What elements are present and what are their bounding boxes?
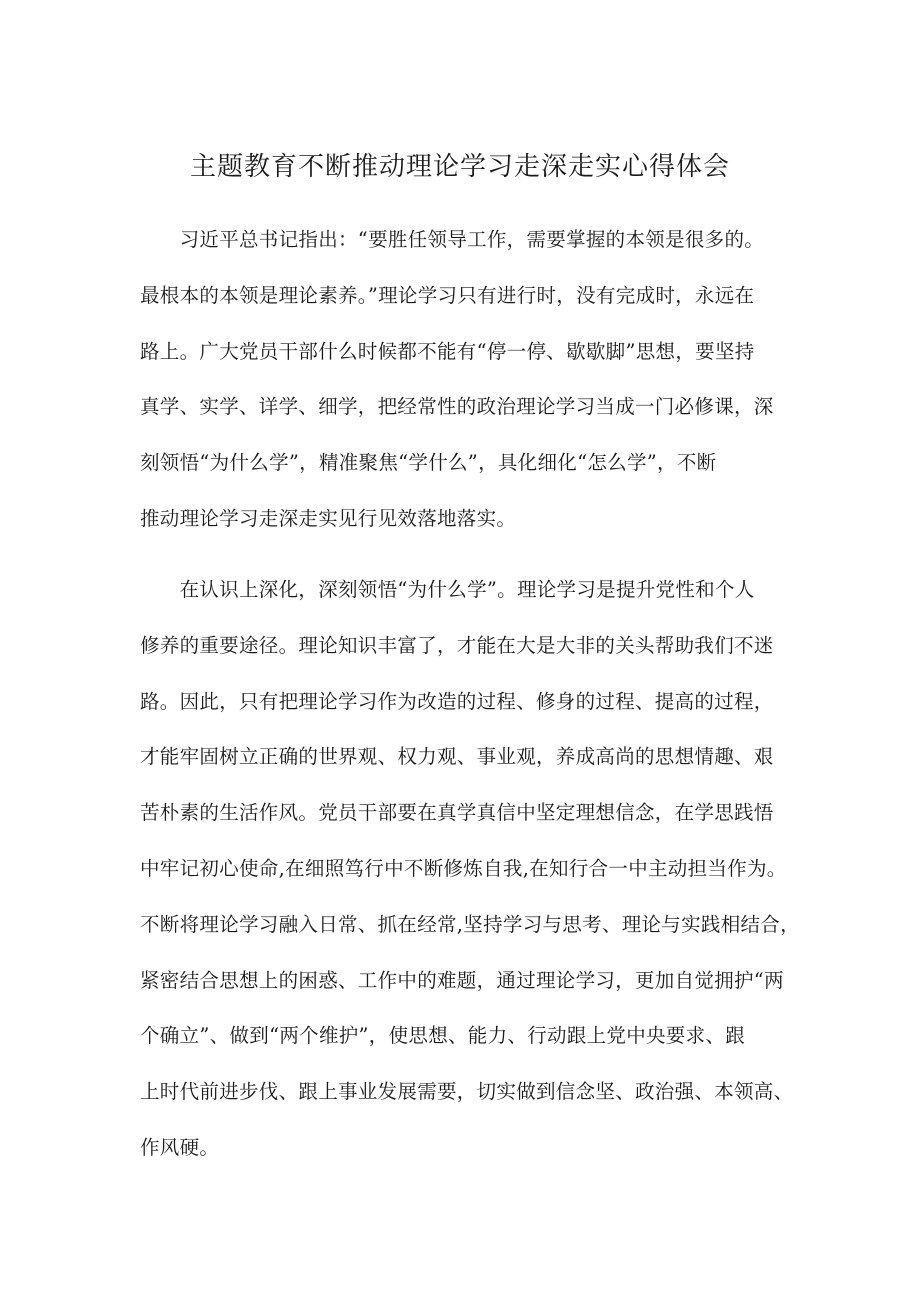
- paragraph-line: 推动理论学习走深走实见行见效落地落实。: [140, 506, 517, 530]
- paragraph-line: 才能牢固树立正确的世界观、权力观、事业观，养成高尚的思想情趣、艰: [140, 745, 774, 769]
- paragraph-line: 真学、实学、详学、细学，把经常性的政治理论学习当成一门必修课，深: [140, 395, 774, 419]
- paragraph-2: [140, 562, 800, 1176]
- paragraph-line: 上时代前进步伐、跟上事业发展需要，切实做到信念坚、政治强、本领高、: [140, 1080, 794, 1104]
- document-title: 主题教育不断推动理论学习走深走实心得体会: [189, 152, 730, 182]
- paragraph-line: 习近平总书记指出：“要胜任领导工作，需要掌握的本领是很多的。: [140, 228, 765, 251]
- paragraph-line: 中牢记初心使命,在细照笃行中不断修炼自我,在知行合一中主动担当作为。: [140, 856, 787, 880]
- paragraph-line: 刻领悟“为什么学”，精准聚焦“学什么”，具化细化“怎么学”，不断: [140, 451, 717, 475]
- paragraph-line: 路上。广大党员干部什么时候都不能有“停一停、歇歇脚”思想，要坚持: [140, 339, 755, 363]
- paragraph-line: 路。因此，只有把理论学习作为改造的过程、修身的过程、提高的过程，: [140, 689, 774, 713]
- paragraph-line: 紧密结合思想上的困惑、工作中的难题，通过理论学习，更加自觉拥护“两: [140, 968, 784, 992]
- paragraph-line: 修养的重要途径。理论知识丰富了，才能在大是大非的关头帮助我们不迷: [140, 633, 774, 657]
- paragraph-line: 作风硬。: [140, 1135, 220, 1159]
- paragraph-1: [140, 212, 800, 547]
- paragraph-line: 不断将理论学习融入日常、抓在经常,坚持学习与思考、理论与实践相结合，: [140, 912, 800, 936]
- paragraph-line: 个确立”、做到“两个维护”，使思想、能力、行动跟上党中央要求、跟: [140, 1024, 746, 1048]
- paragraph-line: 在认识上深化，深刻领悟“为什么学”。理论学习是提升党性和个人: [140, 578, 755, 601]
- paragraph-line: 苦朴素的生活作风。党员干部要在真学真信中坚定理想信念，在学思践悟: [140, 801, 774, 825]
- paragraph-line: 最根本的本领是理论素养。”理论学习只有进行时，没有完成时，永远在: [140, 283, 755, 307]
